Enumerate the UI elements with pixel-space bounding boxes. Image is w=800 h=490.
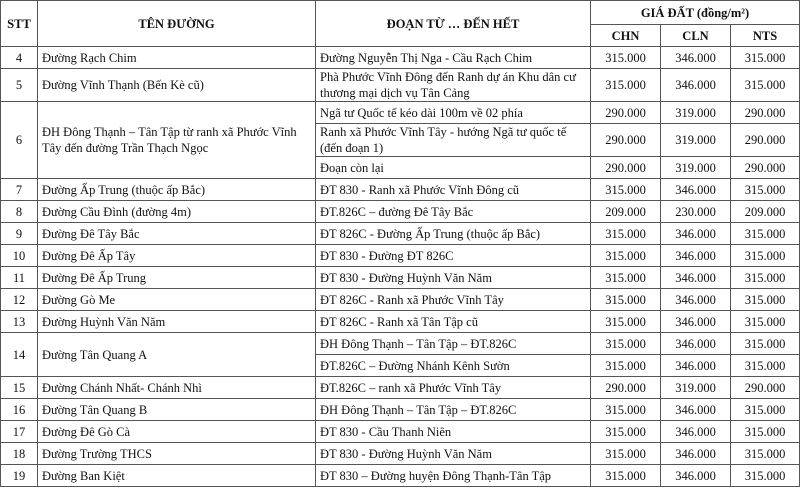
- chn-price-cell: 209.000: [591, 201, 661, 223]
- table-row: [1, 223, 800, 245]
- chn-price-cell: 315.000: [591, 69, 661, 102]
- road-name-cell: Đường Cầu Đình (đường 4m): [38, 201, 316, 223]
- segment-cell: ĐT 826C - Đường Ấp Trung (thuộc ấp Bắc): [316, 223, 591, 245]
- chn-price-cell: 290.000: [591, 124, 661, 157]
- nts-price-cell: 315.000: [731, 421, 800, 443]
- table-row: [1, 102, 800, 124]
- road-name-cell: Đường Vĩnh Thạnh (Bến Kè cũ): [38, 69, 316, 102]
- chn-price-cell: 315.000: [591, 465, 661, 487]
- nts-price-cell: 290.000: [731, 157, 800, 179]
- cln-price-cell: 346.000: [661, 223, 731, 245]
- nts-price-cell: 315.000: [731, 399, 800, 421]
- stt-cell: 9: [1, 223, 38, 245]
- table-row: [1, 421, 800, 443]
- nts-price-cell: 315.000: [731, 245, 800, 267]
- chn-price-cell: 315.000: [591, 245, 661, 267]
- cln-price-cell: 319.000: [661, 157, 731, 179]
- segment-cell: ĐT 826C - Ranh xã Phước Vĩnh Tây: [316, 289, 591, 311]
- cln-price-cell: 346.000: [661, 267, 731, 289]
- road-name-cell: Đường Tân Quang B: [38, 399, 316, 421]
- table-row: [1, 267, 800, 289]
- stt-cell: 5: [1, 69, 38, 102]
- header-doan: ĐOẠN TỪ … ĐẾN HẾT: [316, 1, 591, 47]
- segment-cell: ĐT.826C – Đường Nhánh Kênh Sườn: [316, 355, 591, 377]
- segment-cell: ĐT.826C – đường Đê Tây Bắc: [316, 201, 591, 223]
- table-row: [1, 69, 800, 102]
- nts-price-cell: 315.000: [731, 267, 800, 289]
- chn-price-cell: 290.000: [591, 102, 661, 124]
- cln-price-cell: 346.000: [661, 465, 731, 487]
- cln-price-cell: 346.000: [661, 245, 731, 267]
- stt-cell: 18: [1, 443, 38, 465]
- chn-price-cell: 315.000: [591, 333, 661, 355]
- chn-price-cell: 315.000: [591, 267, 661, 289]
- cln-price-cell: 319.000: [661, 377, 731, 399]
- segment-cell: ĐT 830 - Ranh xã Phước Vĩnh Đông cũ: [316, 179, 591, 201]
- nts-price-cell: 315.000: [731, 289, 800, 311]
- segment-cell: ĐT.826C – ranh xã Phước Vĩnh Tây: [316, 377, 591, 399]
- chn-price-cell: 315.000: [591, 355, 661, 377]
- segment-cell: ĐT 830 - Đường Huỳnh Văn Năm: [316, 443, 591, 465]
- chn-price-cell: 315.000: [591, 399, 661, 421]
- nts-price-cell: 209.000: [731, 201, 800, 223]
- cln-price-cell: 319.000: [661, 124, 731, 157]
- chn-price-cell: 290.000: [591, 377, 661, 399]
- stt-cell: 15: [1, 377, 38, 399]
- table-body: [1, 47, 800, 487]
- cln-price-cell: 230.000: [661, 201, 731, 223]
- table-row: [1, 377, 800, 399]
- chn-price-cell: 315.000: [591, 179, 661, 201]
- chn-price-cell: 315.000: [591, 443, 661, 465]
- chn-price-cell: 315.000: [591, 47, 661, 69]
- header-ten-duong: TÊN ĐƯỜNG: [38, 1, 316, 47]
- cln-price-cell: 319.000: [661, 102, 731, 124]
- segment-cell: ĐT 830 - Đường Huỳnh Văn Năm: [316, 267, 591, 289]
- table-row: [1, 311, 800, 333]
- cln-price-cell: 346.000: [661, 311, 731, 333]
- chn-price-cell: 315.000: [591, 223, 661, 245]
- segment-cell: ĐT 830 - Cầu Thanh Niên: [316, 421, 591, 443]
- road-name-cell: Đường Đê Ấp Trung: [38, 267, 316, 289]
- chn-price-cell: 315.000: [591, 421, 661, 443]
- header-cln: CLN: [661, 25, 731, 47]
- cln-price-cell: 346.000: [661, 355, 731, 377]
- stt-cell: 4: [1, 47, 38, 69]
- table-row: [1, 443, 800, 465]
- road-name-cell: Đường Trường THCS: [38, 443, 316, 465]
- road-name-cell: Đường Rạch Chim: [38, 47, 316, 69]
- nts-price-cell: 315.000: [731, 355, 800, 377]
- segment-cell: Đoạn còn lại: [316, 157, 591, 179]
- cln-price-cell: 346.000: [661, 333, 731, 355]
- road-name-cell: ĐH Đông Thạnh – Tân Tập từ ranh xã Phước Vĩnh Tây đến đường Trần Thạch Ngọc: [38, 102, 316, 179]
- chn-price-cell: 290.000: [591, 157, 661, 179]
- nts-price-cell: 315.000: [731, 223, 800, 245]
- chn-price-cell: 315.000: [591, 289, 661, 311]
- table-row: [1, 47, 800, 69]
- segment-cell: ĐT 830 – Đường huyện Đông Thạnh-Tân Tập: [316, 465, 591, 487]
- nts-price-cell: 315.000: [731, 333, 800, 355]
- nts-price-cell: 315.000: [731, 465, 800, 487]
- stt-cell: 13: [1, 311, 38, 333]
- header-gia-dat: GIÁ ĐẤT (đồng/m²): [591, 1, 800, 25]
- stt-cell: 8: [1, 201, 38, 223]
- segment-cell: Đường Nguyễn Thị Nga - Cầu Rạch Chim: [316, 47, 591, 69]
- nts-price-cell: 290.000: [731, 124, 800, 157]
- nts-price-cell: 315.000: [731, 443, 800, 465]
- stt-cell: 14: [1, 333, 38, 377]
- road-name-cell: Đường Chánh Nhất- Chánh Nhì: [38, 377, 316, 399]
- table-row: [1, 201, 800, 223]
- nts-price-cell: 315.000: [731, 179, 800, 201]
- segment-cell: Ranh xã Phước Vĩnh Tây - hướng Ngã tư quốc tế (đến đoạn 1): [316, 124, 591, 157]
- nts-price-cell: 290.000: [731, 377, 800, 399]
- nts-price-cell: 315.000: [731, 311, 800, 333]
- header-stt: STT: [1, 1, 38, 47]
- table-row: [1, 465, 800, 487]
- cln-price-cell: 346.000: [661, 443, 731, 465]
- stt-cell: 6: [1, 102, 38, 179]
- road-name-cell: Đường Gò Me: [38, 289, 316, 311]
- stt-cell: 10: [1, 245, 38, 267]
- segment-cell: Phà Phước Vĩnh Đông đến Ranh dự án Khu dân cư thương mại dịch vụ Tân Cảng: [316, 69, 591, 102]
- road-name-cell: Đường Ấp Trung (thuộc ấp Bắc): [38, 179, 316, 201]
- table-row: [1, 289, 800, 311]
- stt-cell: 16: [1, 399, 38, 421]
- road-name-cell: Đường Đê Tây Bắc: [38, 223, 316, 245]
- header-nts: NTS: [731, 25, 800, 47]
- chn-price-cell: 315.000: [591, 311, 661, 333]
- nts-price-cell: 290.000: [731, 102, 800, 124]
- stt-cell: 19: [1, 465, 38, 487]
- road-name-cell: Đường Ban Kiệt: [38, 465, 316, 487]
- segment-cell: Ngã tư Quốc tế kéo dài 100m về 02 phía: [316, 102, 591, 124]
- stt-cell: 11: [1, 267, 38, 289]
- road-name-cell: Đường Huỳnh Văn Năm: [38, 311, 316, 333]
- cln-price-cell: 346.000: [661, 69, 731, 102]
- table-row: [1, 179, 800, 201]
- stt-cell: 7: [1, 179, 38, 201]
- header-chn: CHN: [591, 25, 661, 47]
- road-name-cell: Đường Tân Quang A: [38, 333, 316, 377]
- road-name-cell: Đường Đê Ấp Tây: [38, 245, 316, 267]
- table-row: [1, 333, 800, 355]
- nts-price-cell: 315.000: [731, 69, 800, 102]
- stt-cell: 17: [1, 421, 38, 443]
- cln-price-cell: 346.000: [661, 47, 731, 69]
- cln-price-cell: 346.000: [661, 179, 731, 201]
- cln-price-cell: 346.000: [661, 399, 731, 421]
- table-row: [1, 245, 800, 267]
- table-row: [1, 399, 800, 421]
- nts-price-cell: 315.000: [731, 47, 800, 69]
- cln-price-cell: 346.000: [661, 289, 731, 311]
- road-name-cell: Đường Đê Gò Cà: [38, 421, 316, 443]
- segment-cell: ĐH Đông Thạnh – Tân Tập – ĐT.826C: [316, 333, 591, 355]
- segment-cell: ĐH Đông Thạnh – Tân Tập – ĐT.826C: [316, 399, 591, 421]
- cln-price-cell: 346.000: [661, 421, 731, 443]
- segment-cell: ĐT 830 - Đường ĐT 826C: [316, 245, 591, 267]
- segment-cell: ĐT 826C - Ranh xã Tân Tập cũ: [316, 311, 591, 333]
- stt-cell: 12: [1, 289, 38, 311]
